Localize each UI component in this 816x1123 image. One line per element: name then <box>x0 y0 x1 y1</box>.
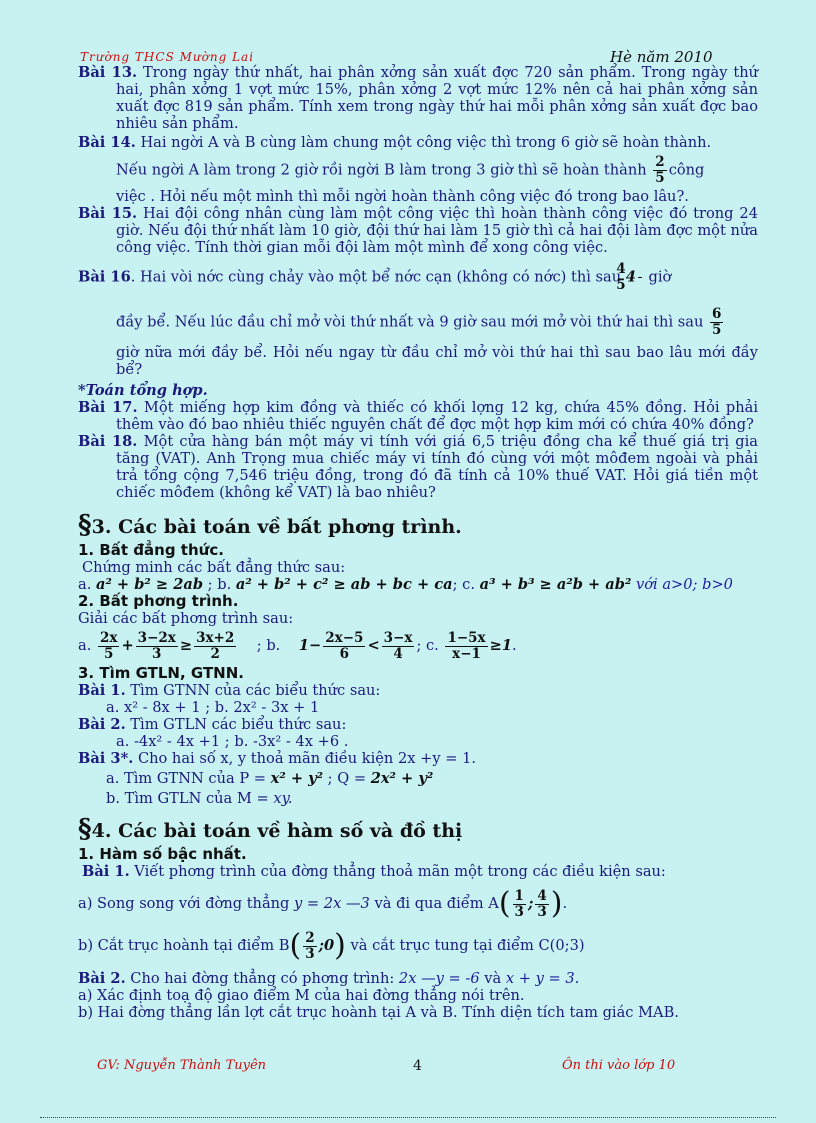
gtln-2: Bài 2. Tìm GTLN các biểu thức sau: <box>78 716 347 733</box>
footer-title: Ôn thi vào lớp 10 <box>562 1058 676 1073</box>
header-year: Hè năm 2010 <box>610 48 713 66</box>
gtnn-1: Bài 1. Tìm GTNN của các biểu thức sau: <box>78 682 381 699</box>
content <box>78 64 758 1021</box>
problem-14: Bài 14. Hai ngời A và B cùng làm chung một công việc thì trong 6 giờ sẽ hoàn thành. <box>78 134 712 151</box>
footer-divider <box>40 1117 776 1118</box>
linear-1a: a) Song song với đờng thẳng y = 2x —3 và đi qua điểm A( $\frac{1}{3}$ ; $\frac{4}{3}$ ). <box>78 886 568 921</box>
problem-3a: a. Tìm GTNN của P = x² + y² ; Q = 2x² + y² <box>106 770 434 787</box>
problem-3-star: Bài 3*. Cho hai số x, y thoả mãn điều kiện 2x +y = 1. <box>78 750 477 767</box>
subsection-1-intro: Chứng minh các bất đẳng thức sau: <box>82 559 346 576</box>
subsection-2-intro: Giải các bất phơng trình sau: <box>78 610 294 627</box>
problem-13: Bài 13. Trong ngày thứ nhất, hai phân xởng sản xuất đợc 720 sản phẩm. Trong ngày thứ hai, phân xởng 1 vợt mức 15%, phân xởng 2 vợt mức 12% nên cả hai phân xởng sản xuất đợc 819 sản phẩm. Tính xem trong ngày thứ hai mỗi phân xởng sản xuất đợc bao nhiêu sản phẩm. <box>78 64 758 132</box>
inequation-row: a. $\frac{2x}{5}$ + $\frac{3-2x}{3}$ ≥ $\frac{3x+2}{2}$ ; b. 1− $\frac{2x-5}{6}$ < $\frac{3-x}{4}$ ; c. $\frac{1-5x}{x-1}$ ≥1. <box>78 629 517 662</box>
problem-14-line3: việc . Hỏi nếu một mình thì mỗi ngời hoàn thành công việc đó trong bao lâu?. <box>116 188 689 205</box>
section-4-title: §4. Các bài toán về hàm số và đồ thị <box>78 814 463 844</box>
linear-1b: b) Cắt trục hoành tại điểm B( $\frac{2}{3}$ ;0) và cắt trục tung tại điểm C(0;3) <box>78 928 585 963</box>
section-label: *Toán tổng hợp. <box>78 382 208 399</box>
linear-problem-2: Bài 2. Cho hai đờng thẳng có phơng trình: 2x —y = -6 và x + y = 3. <box>78 970 580 987</box>
problem-16-line2: đầy bể. Nếu lúc đầu chỉ mở vòi thứ nhất và 9 giờ sau mới mở vòi thứ hai thì sau $\frac{6}{5}$ <box>116 306 722 338</box>
gtnn-1-items: a. x² - 8x + 1 ; b. 2x² - 3x + 1 <box>106 699 320 716</box>
subsection-4-1-title: 1. Hàm số bậc nhất. <box>78 845 247 863</box>
linear-problem-1: Bài 1. Viết phơng trình của đờng thẳng thoả mãn một trong các điều kiện sau: <box>82 863 666 880</box>
footer-teacher: GV: Nguyễn Thành Tuyên <box>97 1058 267 1073</box>
fraction: $\frac{4}{5}$ <box>638 262 642 293</box>
problem-16: Bài 16. Hai vòi nớc cùng chảy vào một bể nớc cạn (không có nớc) thì sau 4 $\frac{4}{5}$ giờ <box>78 261 672 293</box>
header-school: Trường THCS Mường Lai <box>80 50 255 64</box>
subsection-1-title: 1. Bất đẳng thức. <box>78 541 224 559</box>
subsection-2-title: 2. Bất phơng trình. <box>78 592 239 610</box>
subsection-3-title: 3. Tìm GTLN, GTNN. <box>78 664 244 682</box>
fraction: $\frac{6}{5}$ <box>712 306 722 338</box>
linear-2b: b) Hai đờng thẳng lần lợt cắt trục hoành tại A và B. Tính diện tích tam giác MAB. <box>78 1004 679 1021</box>
linear-2a: a) Xác định toạ độ giao điểm M của hai đờng thẳng nói trên. <box>78 987 525 1004</box>
footer-page-number: 4 <box>413 1058 422 1074</box>
section-3-title: §3. Các bài toán về bất phơng trình. <box>78 510 462 540</box>
problem-3b: b. Tìm GTLN của M = xy. <box>106 790 293 807</box>
problem-16-line3: giờ nữa mới đầy bể. Hỏi nếu ngay từ đầu chỉ mở vòi thứ hai thì sau bao lâu mới đầy bể? <box>116 344 758 378</box>
problem-15: Bài 15. Hai đội công nhân cùng làm một công việc thì hoàn thành công việc đó trong 24 giờ. Nếu đội thứ nhất làm 10 giờ, đội thứ hai làm 15 giờ thì cả hai đội làm đợc một nửa công việc. Tính thời gian mỗi đội làm một mình để xong công việc. <box>78 205 759 256</box>
problem-14-line2: Nếu ngời A làm trong 2 giờ rồi ngời B làm trong 3 giờ thì sẽ hoàn thành $\frac{2}{5}$ công <box>116 154 705 186</box>
problem-17: Bài 17. Một miếng hợp kim đồng và thiếc có khối lợng 12 kg, chứa 45% đồng. Hỏi phải thêm vào đó bao nhiêu thiếc nguyên chất để đợc một hợp kim mới có chứa 40% đồng? <box>78 399 758 433</box>
fraction: $\frac{2}{5}$ <box>655 154 665 186</box>
inequalities-row: a. a² + b² ≥ 2ab ; b. a² + b² + c² ≥ ab + bc + ca; c. a³ + b³ ≥ a²b + ab² với a>0; b>0 <box>78 576 733 593</box>
gtln-2-items: a. -4x² - 4x +1 ; b. -3x² - 4x +6 . <box>116 733 349 750</box>
problem-18: Bài 18. Một cửa hàng bán một máy vi tính với giá 6,5 triệu đồng cha kể thuế giá trị gia tăng (VAT). Anh Trọng mua chiếc máy vi tính đó cùng với một môđem ngoài và phải trả tổng cộng 7,546 triệu đồng, trong đó đã tính cả 10% thuế VAT. Hỏi giá tiền một chiếc môđem (không kể VAT) là bao nhiêu? <box>78 433 758 501</box>
